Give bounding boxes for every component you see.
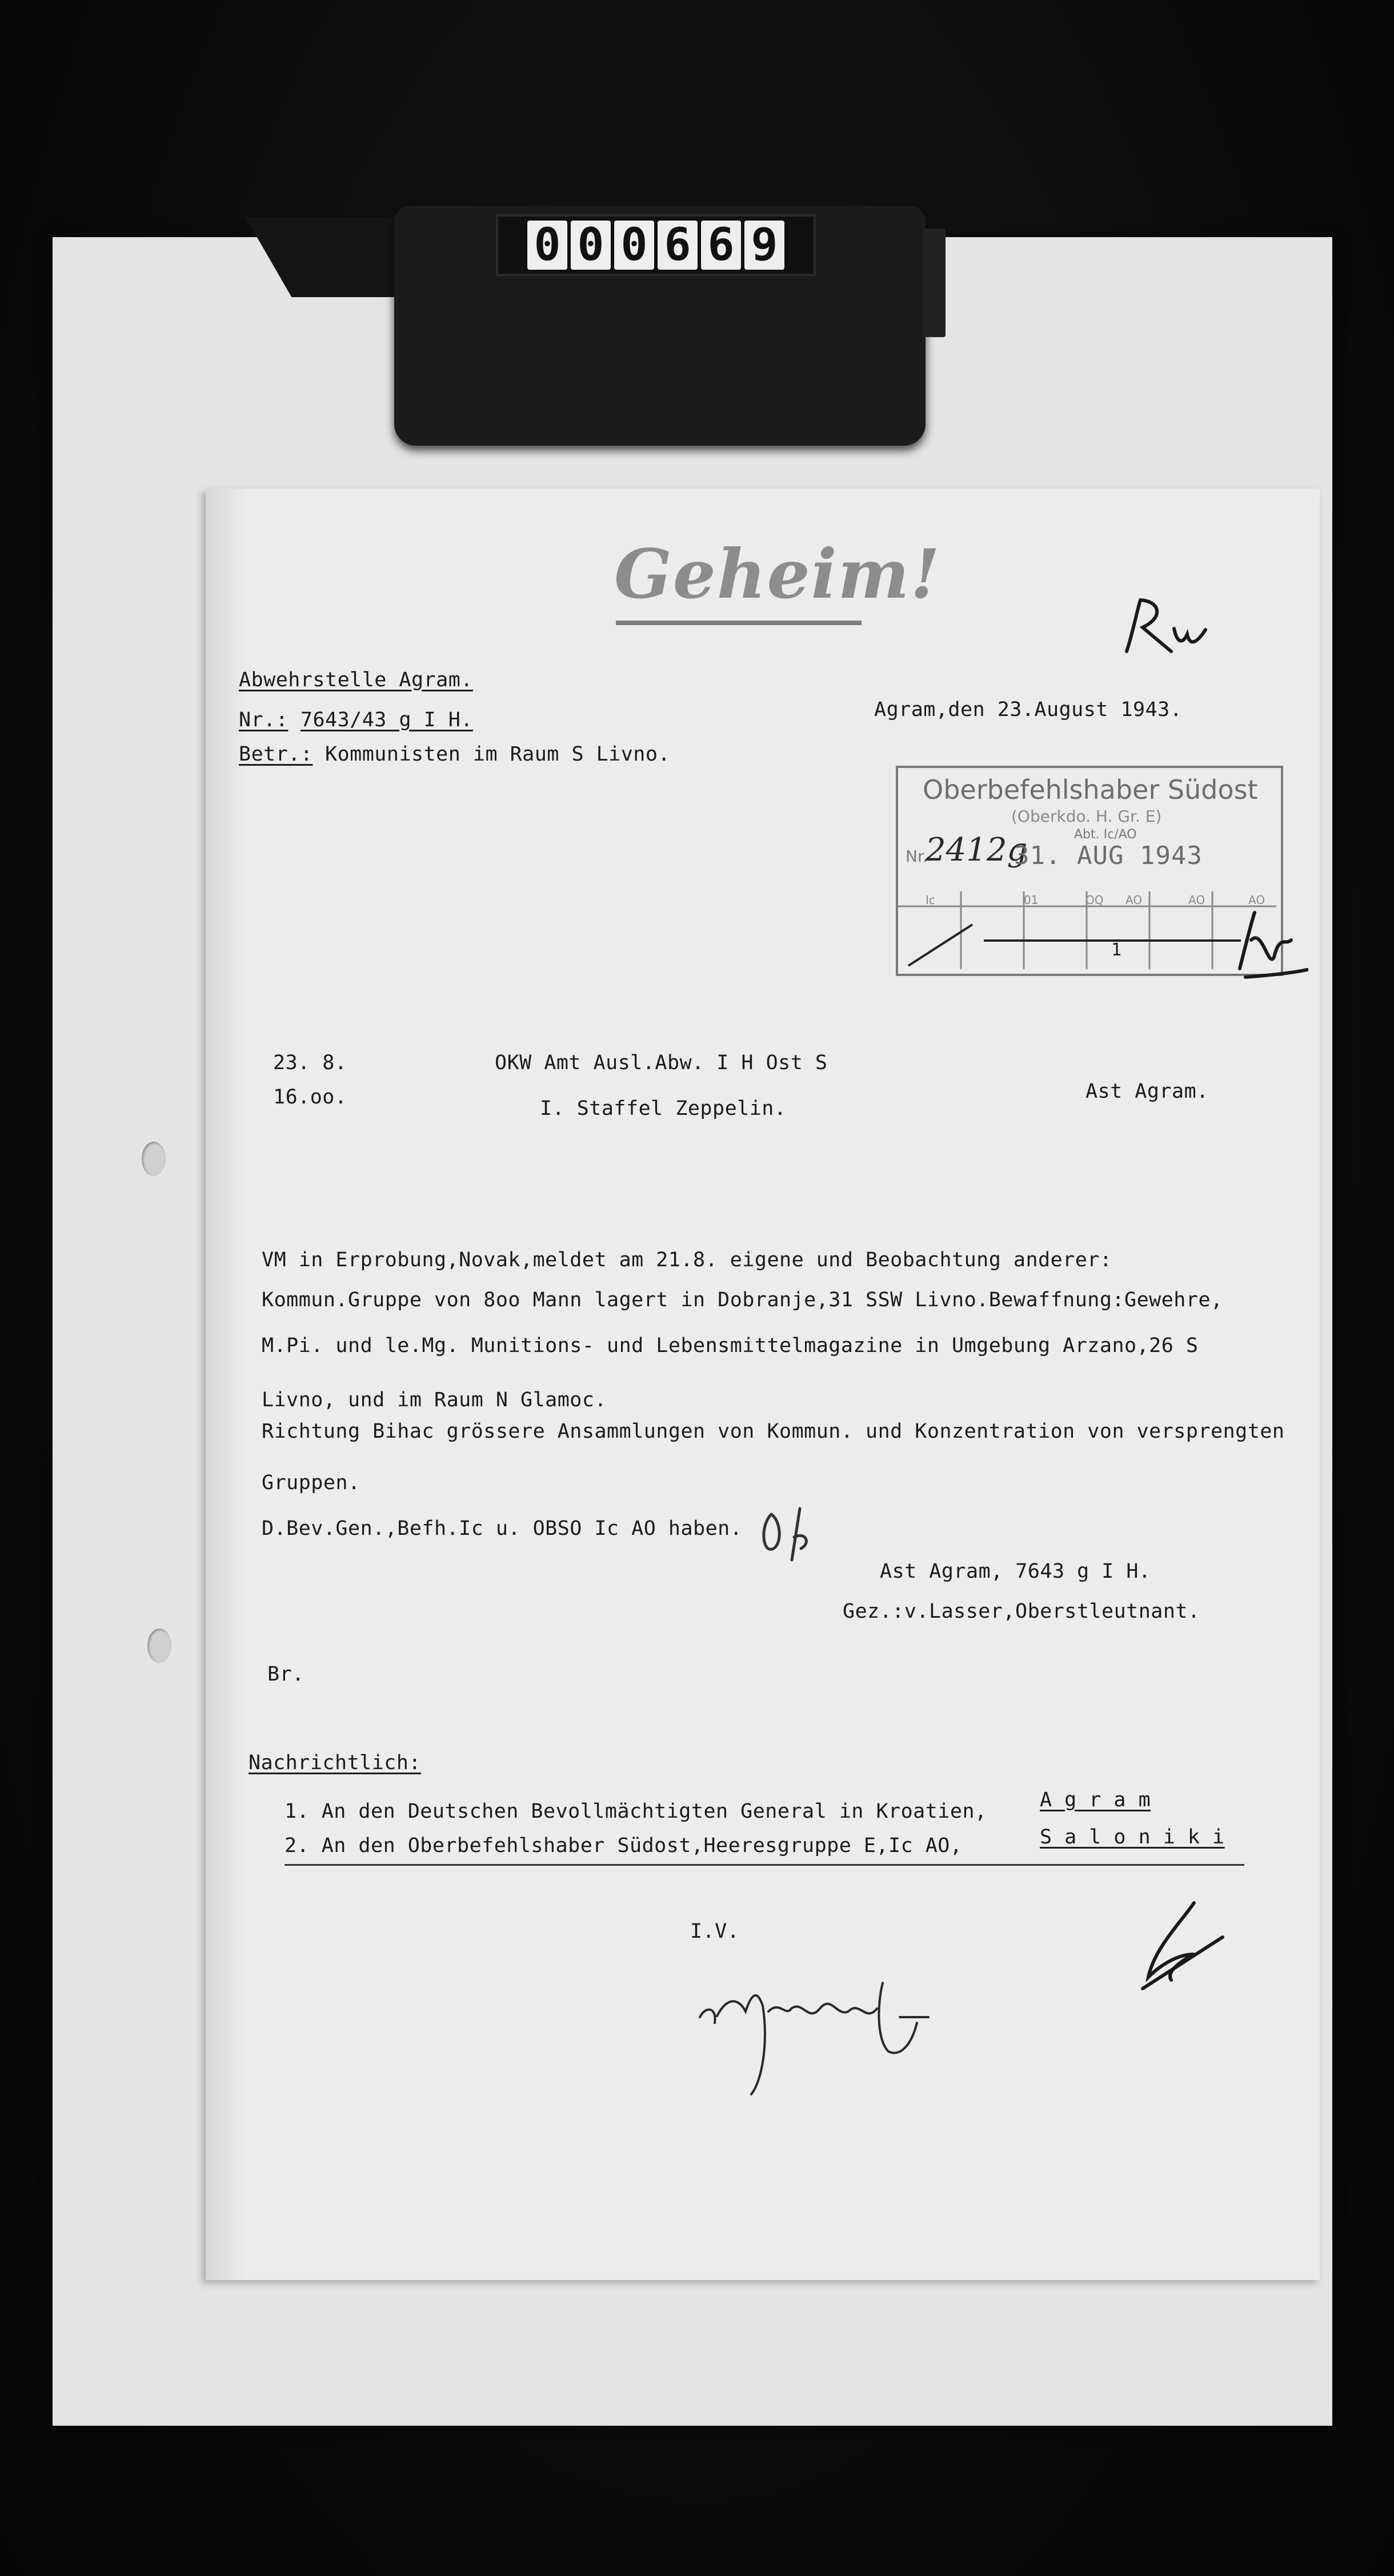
counter-digit: 0 — [614, 221, 654, 270]
body-line: M.Pi. und le.Mg. Munitions- und Lebensmittelmagazine in Umgebung Arzano,26 S — [262, 1334, 1199, 1357]
classification-underline — [616, 621, 862, 625]
signed-line: Gez.:v.Lasser,Oberstleutnant. — [843, 1600, 1200, 1623]
punch-hole — [142, 1142, 166, 1176]
routing-time: 16.oo. — [273, 1086, 347, 1109]
distribution-heading: Nachrichtlich: — [249, 1751, 422, 1774]
sender-unit: Abwehrstelle Agram. — [239, 669, 473, 691]
stamp-journal-number: 2412g — [926, 831, 1028, 869]
handwritten-mark — [754, 1503, 840, 1566]
stamp-office: Oberbefehlshaber Südost — [923, 774, 1258, 805]
distribution-place: A g r a m — [1040, 1789, 1151, 1811]
stamp-mark: 1 — [1111, 940, 1122, 960]
closing-iv: I.V. — [690, 1920, 740, 1943]
routing-date: 23. 8. — [273, 1051, 347, 1074]
classification-heading: Geheim! — [614, 534, 942, 614]
stamp-department: Abt. Ic/AO — [1074, 827, 1137, 842]
stamp-initials — [1228, 900, 1308, 986]
svg-text:Rw: Rw — [1120, 594, 1121, 595]
body-line: VM in Erprobung,Novak,meldet am 21.8. eigene und Beobachtung anderer: — [262, 1249, 1112, 1271]
betr-label: Betr.: — [239, 743, 313, 766]
body-line: Gruppen. — [262, 1471, 360, 1494]
stamp-cell-label: AO — [1248, 893, 1265, 907]
nr-value: 7643/43 g I H. — [300, 709, 473, 731]
routing-recipient-2: I. Staffel Zeppelin. — [540, 1097, 787, 1120]
counter-digit: 9 — [744, 221, 784, 270]
stamp-cell-label: AO — [1188, 893, 1205, 907]
distribution-item: 2. An den Oberbefehlshaber Südost,Heeresgruppe E,Ic AO, — [285, 1834, 963, 1857]
betr-value: Kommunisten im Raum S Livno. — [325, 743, 671, 766]
recipients-line: D.Bev.Gen.,Befh.Ic u. OBSO Ic AO haben. — [262, 1517, 743, 1540]
body-line: Livno, und im Raum N Glamoc. — [262, 1389, 607, 1411]
typist-abbreviation: Br. — [267, 1663, 305, 1686]
nr-label: Nr.: — [239, 709, 289, 731]
stamp-cell-label: 01 — [1024, 893, 1039, 907]
distribution-underline — [285, 1864, 1244, 1866]
counter-digit: 0 — [527, 221, 567, 270]
counter-digit: 6 — [658, 221, 698, 270]
counter-digit: 6 — [701, 221, 741, 270]
counter-window — [496, 214, 816, 276]
body-line: Richtung Bihac grössere Ansammlungen von Kommun. und Konzentration von versprengten — [262, 1420, 1285, 1443]
stamp-date: 31. AUG 1943 — [1014, 841, 1203, 870]
body-line: Kommun.Gruppe von 8oo Mann lagert in Dobranje,31 SSW Livno.Bewaffnung:Gewehre, — [262, 1289, 1223, 1311]
stamp-cell-label: AO — [1125, 893, 1143, 907]
stamp-nr-label: Nr. — [906, 847, 928, 866]
punch-hole — [147, 1629, 171, 1663]
handwritten-initials — [1120, 594, 1217, 663]
initials-mark — [1137, 1897, 1228, 1994]
distribution-item: 1. An den Deutschen Bevollmächtigten General in Kroatien, — [285, 1800, 987, 1823]
distribution-place: S a l o n i k i — [1040, 1826, 1225, 1849]
routing-recipient-1: OKW Amt Ausl.Abw. I H Ost S — [495, 1051, 828, 1074]
reference-number — [239, 709, 473, 731]
counter-digit: 0 — [571, 221, 611, 270]
counter-tab — [923, 229, 946, 337]
signature — [694, 1954, 957, 2103]
stamp-command: (Oberkdo. H. Gr. E) — [1011, 807, 1162, 826]
routing-sender: Ast Agram. — [1085, 1080, 1209, 1103]
reference-line: Ast Agram, 7643 g I H. — [880, 1560, 1151, 1583]
subject-line — [239, 743, 670, 766]
stamp-cell-label: Ic — [926, 893, 935, 907]
stamp-cell-label: OQ — [1085, 893, 1104, 907]
place-date: Agram,den 23.August 1943. — [874, 698, 1183, 721]
